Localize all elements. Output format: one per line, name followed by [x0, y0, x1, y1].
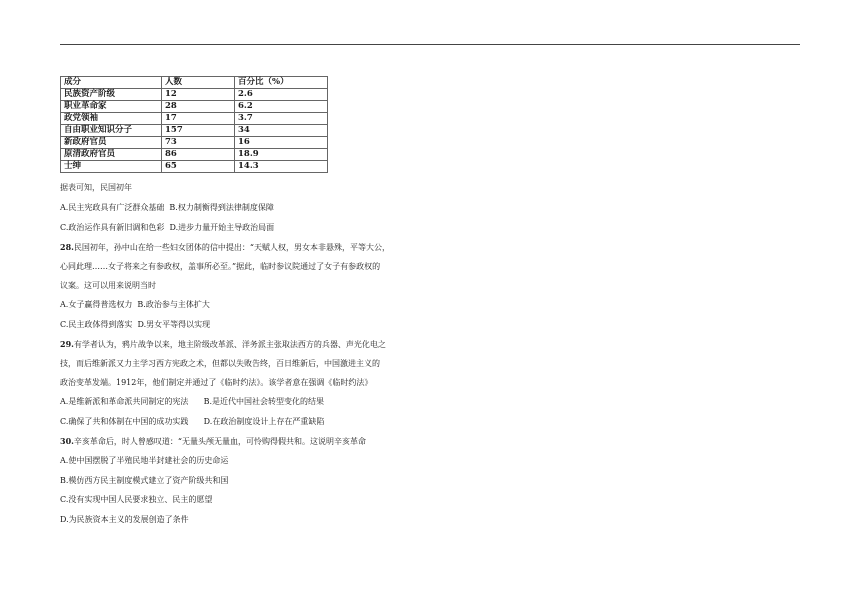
table-cell: 14.3	[235, 161, 328, 173]
table-cell: 86	[162, 149, 235, 161]
q27-option-b[interactable]: B.权力制衡得到法律制度保障	[169, 203, 274, 212]
q27-options-row-1	[60, 203, 274, 213]
table-cell: 12	[162, 89, 235, 101]
table-cell: 2.6	[235, 89, 328, 101]
q30-option-b[interactable]: B.模仿西方民主制度模式建立了资产阶级共和国	[60, 476, 229, 485]
q29-line-3: 政治变革发端。1912年，他们制定并通过了《临时约法》。该学者意在强调《临时约法》	[60, 378, 373, 387]
q30-line-1	[60, 436, 366, 447]
q27-option-a[interactable]: A.民主宪政具有广泛群众基础	[60, 203, 165, 212]
q30-option-d[interactable]: D.为民族资本主义的发展创造了条件	[60, 515, 189, 524]
q30-stem: 辛亥革命后，时人曾感叹道：“无量头颅无量血，可怜购得假共和。这说明辛亥革命	[73, 437, 367, 446]
table-cell: 3.7	[235, 113, 328, 125]
q30-option-c[interactable]: C.没有实现中国人民要求独立、民主的愿望	[60, 495, 213, 504]
table-cell: 18.9	[235, 149, 328, 161]
q29-line-2: 技，而后维新派又力主学习西方宪政之术，但都以失败告终，百日维新后，中国激进主义的	[60, 359, 380, 368]
q28-line-1	[60, 242, 390, 253]
q27-option-d[interactable]: D.进步力量开始主导政治局面	[169, 223, 275, 232]
q28-option-d[interactable]: D.男女平等得以实现	[137, 320, 211, 329]
q28-option-c[interactable]: C.民主政体得到落实	[60, 320, 133, 329]
q28-option-a[interactable]: A.女子赢得普选权力	[60, 300, 133, 309]
q29-options-row-2	[60, 417, 324, 427]
table-cell: 157	[162, 125, 235, 137]
q29-option-d[interactable]: D.在政治制度设计上存在严重缺陷	[203, 417, 325, 426]
q28-number: 28.	[60, 242, 74, 252]
table-cell: 17	[162, 113, 235, 125]
table-cell: 6.2	[235, 101, 328, 113]
table-header-cell: 人数	[162, 77, 235, 89]
q27-stem: 据表可知，民国初年	[60, 183, 132, 192]
table-cell: 16	[235, 137, 328, 149]
statistics-table	[60, 76, 328, 173]
table-cell: 民族资产阶级	[61, 89, 162, 101]
table-row	[61, 137, 328, 149]
q28-option-b[interactable]: B.政治参与主体扩大	[137, 300, 210, 309]
table-row	[61, 161, 328, 173]
q28-line-3: 议案。这可以用来说明当时	[60, 281, 156, 290]
table-cell: 34	[235, 125, 328, 137]
table-cell: 原清政府官员	[61, 149, 162, 161]
table-header-cell: 成分	[61, 77, 162, 89]
q28-options-row-2	[60, 320, 210, 330]
table-row	[61, 125, 328, 137]
q28-text: 民国初年，孙中山在给一些妇女团体的信中提出：“天赋人权，男女本非悬殊，平等大公，	[73, 243, 391, 252]
table-cell: 28	[162, 101, 235, 113]
q29-option-a[interactable]: A.是维新派和革命派共同制定的宪法	[60, 397, 189, 406]
table-row	[61, 89, 328, 101]
table-cell: 73	[162, 137, 235, 149]
q29-options-row-1	[60, 397, 324, 407]
table-cell: 65	[162, 161, 235, 173]
q29-number: 29.	[60, 339, 74, 349]
q29-option-c[interactable]: C.确保了共和体制在中国的成功实践	[60, 417, 189, 426]
table-header-row	[61, 77, 328, 89]
table-cell: 职业革命家	[61, 101, 162, 113]
table-header-cell: 百分比（%）	[235, 77, 328, 89]
q30-number: 30.	[60, 436, 74, 446]
table-row	[61, 113, 328, 125]
q28-line-2: 心同此理……女子将来之有参政权，盖事所必至。”据此，临时参议院通过了女子有参政权的	[60, 262, 381, 271]
q28-options-row-1	[60, 300, 210, 310]
header-rule	[60, 44, 800, 45]
q30-option-a[interactable]: A.使中国摆脱了半殖民地半封建社会的历史命运	[60, 456, 229, 465]
q27-option-c[interactable]: C.政治运作具有新旧调和色彩	[60, 223, 165, 232]
table-row	[61, 101, 328, 113]
table-row	[61, 149, 328, 161]
table-cell: 政党领袖	[61, 113, 162, 125]
q29-option-b[interactable]: B.是近代中国社会转型变化的结果	[203, 397, 325, 406]
table-cell: 士绅	[61, 161, 162, 173]
table-cell: 自由职业知识分子	[61, 125, 162, 137]
q29-text: 有学者认为，鸦片战争以来，地主阶级改革派、洋务派主张取法西方的兵器、声光化电之	[73, 340, 386, 349]
q27-options-row-2	[60, 223, 274, 233]
table-cell: 新政府官员	[61, 137, 162, 149]
q29-line-1	[60, 339, 386, 350]
